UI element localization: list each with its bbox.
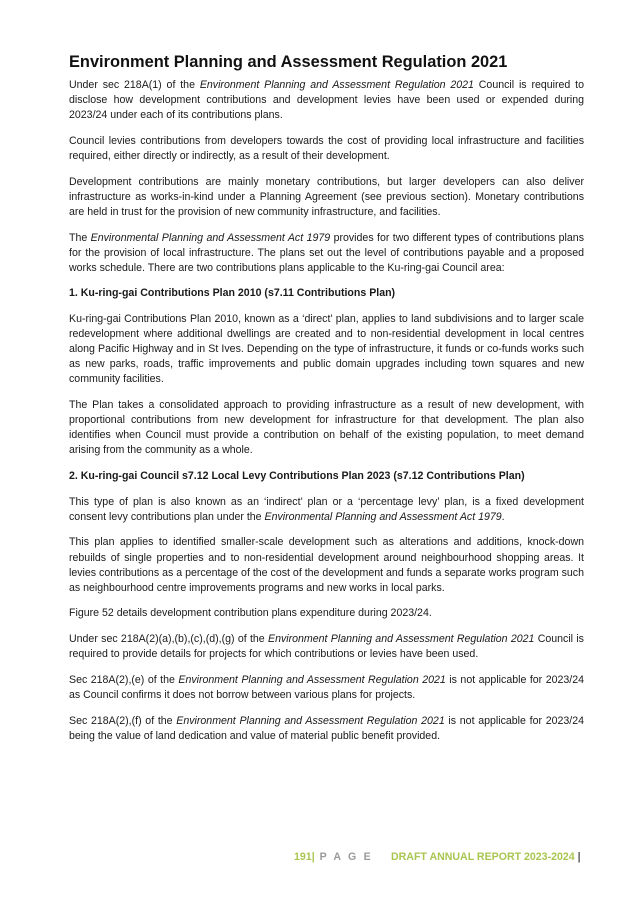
paragraph-disclosure — [69, 78, 584, 123]
text: Sec 218A(2),(f) of the — [69, 714, 177, 727]
text: Council is required to provide details for projects for which contributions or levies have been used. — [69, 633, 584, 661]
section-heading-plan-2010: 1. Ku-ring-gai Contributions Plan 2010 (s7.11 Contributions Plan) — [69, 287, 396, 300]
paragraph-levies: Council levies contributions from developers towards the cost of providing local infrastructure and facilities required, either directly or indirectly, as a result of their development. — [69, 134, 584, 162]
section-heading-plan-2023: 2. Ku-ring-gai Council s7.12 Local Levy Contributions Plan 2023 (s7.12 Contributions Plan) — [69, 470, 525, 483]
page-number: 191 — [294, 851, 312, 863]
text: . — [501, 510, 505, 523]
report-title — [391, 851, 581, 863]
page-word: P A G E — [319, 851, 373, 863]
text: The — [69, 231, 91, 244]
text: Under sec 218A(1) of the — [69, 79, 200, 91]
paragraph-monetary: Development contributions are mainly monetary contributions, but larger developers can also deliver infrastructure as works-in-kind under a Planning Agreement (see previous section). Monetary contributions are held in trust for the provision of new community infrastructure, and facilities. — [69, 175, 584, 218]
text: is not applicable for 2023/24 as Council confirms it does not borrow between various plans for projects. — [69, 673, 585, 701]
document-body — [69, 52, 584, 754]
text: Under sec 218A(2)(a),(b),(c),(d),(g) of the — [69, 633, 268, 646]
act-citation: Environmental Planning and Assessment Act 1979 — [90, 231, 331, 244]
page-footer — [0, 851, 637, 865]
text: is not applicable for 2023/24 being the value of land dedication and value of material public benefit provided. — [69, 714, 584, 742]
regulation-citation: Environment Planning and Assessment Regulation 2021 — [176, 714, 445, 727]
paragraph-figure-reference: Figure 52 details development contribution plans expenditure during 2023/24. — [69, 607, 432, 620]
regulation-citation: Environment Planning and Assessment Regulation 2021 — [178, 673, 446, 686]
text: This type of plan is also known as an ‘indirect’ plan or a ‘percentage levy’ plan, is a fixed development consent levy contributions plan under the — [69, 495, 584, 523]
page-title: Environment Planning and Assessment Regulation 2021 — [69, 53, 508, 71]
text: provides for two different types of contributions plans for the provision of local infrastructure. The plans set out the level of contributions payable and a proposed works schedule. There are two contributions plans applicable to the Ku-ring-gai Council area: — [69, 231, 584, 274]
act-citation: Environmental Planning and Assessment Act 1979 — [264, 510, 502, 523]
report-separator: | — [577, 851, 581, 863]
paragraph-indirect-plan — [69, 495, 584, 525]
paragraph-smaller-scale: This plan applies to identified smaller-scale development such as alterations and additions, knock-down rebuilds of single properties and to non-residential development around neighbourhood shopping areas. It levies contributions as a percentage of the cost of the development and funds a separate works program such as neighbourhood centre improvements programs and new works in local parks. — [69, 536, 584, 594]
paragraph-direct-plan: Ku-ring-gai Contributions Plan 2010, known as a ‘direct’ plan, applies to land subdivisions and to larger scale redevelopment where additional dwellings are created and to non-residential development in local centres along Pacific Highway and in St Ives. Depending on the type of infrastructure, it funds or co-funds works such as new parks, roads, traffic improvements and public domain upgrades including town squares and new community facilities. — [69, 313, 584, 386]
report-label: DRAFT ANNUAL REPORT 2023-2024 — [391, 851, 575, 863]
page-separator: | — [311, 851, 315, 863]
paragraph-land-dedication — [69, 714, 584, 744]
paragraph-project-details — [69, 632, 584, 662]
paragraph-consolidated-approach: The Plan takes a consolidated approach to providing infrastructure as a result of new development, with proportional contributions from new development for infrastructure for that development. The plan also identifies when Council must provide a contribution on behalf of the existing population, to meet demand arising from the community as a whole. — [69, 399, 584, 457]
page-indicator — [294, 851, 373, 863]
regulation-citation: Environment Planning and Assessment Regulation 2021 — [268, 633, 535, 646]
regulation-citation: Environment Planning and Assessment Regulation 2021 — [199, 79, 474, 91]
text: Sec 218A(2),(e) of the — [69, 673, 179, 686]
paragraph-borrowing — [69, 673, 584, 703]
text: Council is required to disclose how development contributions and development levies have been used or expended during 2023/24 under each of its contributions plans. — [69, 79, 584, 122]
paragraph-plan-types — [69, 231, 584, 276]
